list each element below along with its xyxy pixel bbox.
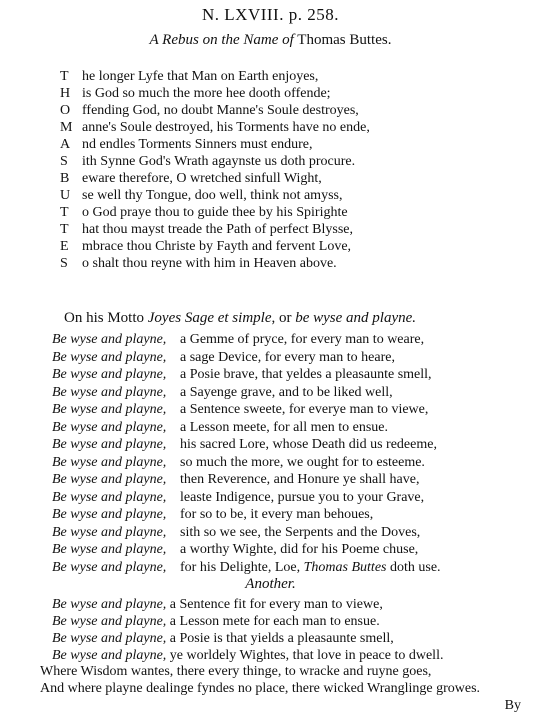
motto-prefix: Be wyse and playne, (52, 524, 167, 540)
motto-text: his sacred Lore, whose Death did us redeeme, (180, 437, 437, 452)
acrostic-text: hat thou mayst treade the Path of perfect Blysse, (82, 222, 353, 237)
acrostic-initial: S (60, 256, 68, 271)
another-line (52, 596, 383, 613)
motto-text: a Sayenge grave, and to be liked well, (180, 384, 393, 400)
acrostic-text: ffending God, no doubt Manne's Soule destroyes, (82, 103, 359, 118)
motto-line-last (52, 559, 441, 576)
motto-prefix: Be wyse and playne, (52, 437, 167, 452)
another-heading: Another. (245, 576, 296, 592)
acrostic-text: o God praye thou to guide thee by his Spirighte (82, 205, 348, 220)
motto-text: a Sentence sweete, for everye man to viewe, (180, 402, 429, 417)
motto-prefix: Be wyse and playne, (52, 489, 167, 505)
motto-line (52, 541, 418, 558)
another-line (52, 630, 394, 647)
motto-line (52, 419, 388, 436)
motto-line (52, 489, 424, 506)
acrostic-2-line (60, 238, 351, 255)
acrostic-initial: S (60, 154, 68, 169)
acrostic-2-line (60, 204, 348, 221)
acrostic-text: ith Synne God's Wrath agaynste us doth procure. (82, 154, 356, 169)
acrostic-text: he longer Lyfe that Man on Earth enjoyes, (82, 69, 319, 84)
motto-prefix: Be wyse and playne, (52, 349, 167, 365)
catchword: By (504, 698, 521, 713)
another-text: ye worldely Wightes, that love in peace to dwell. (169, 648, 444, 663)
motto-text: for his Delighte, Loe, (180, 559, 304, 575)
acrostic-initial: O (60, 103, 71, 118)
motto-prefix: Be wyse and playne, (52, 454, 167, 470)
motto-line (52, 366, 432, 383)
acrostic-initial: M (60, 120, 73, 135)
motto-line (52, 524, 420, 541)
motto-text: a Posie brave, that yeldes a pleasaunte smell, (180, 367, 432, 382)
motto-prefix: Be wyse and playne, (52, 332, 167, 347)
page-header: N. LXVIII. p. 258. (202, 5, 339, 24)
motto-title-part: On his Motto (64, 310, 148, 326)
acrostic-1-line (60, 153, 355, 170)
motto-text: so much the more, we ought for to esteeme. (180, 454, 425, 470)
acrostic-1-line (60, 102, 359, 119)
another-line (52, 647, 443, 664)
motto-text: leaste Indigence, pursue you to your Grave, (180, 489, 425, 505)
acrostic-initial: U (60, 188, 71, 203)
motto-text: a sage Device, for every man to heare, (180, 349, 395, 365)
motto-line (52, 436, 437, 453)
acrostic-2-line (60, 255, 337, 272)
motto-line (52, 331, 424, 348)
another-text: a Posie is that yields a pleasaunte smell, (169, 631, 394, 646)
motto-prefix: Be wyse and playne, (52, 367, 167, 382)
another-text: a Lesson mete for each man to ensue. (169, 614, 380, 629)
subtitle (0, 32, 541, 49)
motto-line (52, 506, 373, 523)
acrostic-initial: T (60, 69, 69, 84)
acrostic-initial: E (60, 239, 69, 254)
motto-prefix: Be wyse and playne, (52, 419, 167, 435)
acrostic-initial: T (60, 222, 69, 237)
acrostic-text: mbrace thou Christe by Fayth and fervent Love, (82, 239, 352, 254)
motto-prefix: Be wyse and playne, (52, 648, 167, 663)
another-line (52, 613, 380, 630)
acrostic-text: is God so much the more hee dooth offende; (82, 86, 331, 101)
acrostic-1-line (60, 119, 370, 136)
acrostic-1-line (60, 85, 331, 102)
motto-text: a worthy Wighte, did for his Poeme chuse, (180, 542, 419, 557)
motto-prefix: Be wyse and playne, (52, 402, 167, 417)
closing-line-1: Where Wisdom wantes, there every thinge, to wracke and ruyne goes, (40, 664, 432, 679)
motto-prefix: Be wyse and playne, (52, 597, 167, 612)
closing-line-2: And where playne dealinge fyndes no place, there wicked Wranglinge growes. (40, 681, 481, 696)
motto-text: a Gemme of pryce, for every man to weare, (180, 332, 425, 347)
acrostic-1-line (60, 136, 313, 153)
motto-line (52, 349, 395, 366)
subtitle-italic: A Rebus on the Name of (149, 32, 294, 48)
motto-title (64, 310, 416, 327)
acrostic-text: anne's Soule destroyed, his Torments have no ende, (82, 120, 370, 135)
motto-line (52, 401, 428, 418)
acrostic-2-line (60, 221, 353, 238)
acrostic-initial: B (60, 171, 70, 186)
motto-prefix: Be wyse and playne, (52, 614, 167, 629)
motto-text: then Reverence, and Honure ye shall have, (180, 472, 420, 487)
motto-line (52, 454, 425, 471)
acrostic-text: se well thy Tongue, doo well, think not amyss, (82, 188, 343, 203)
motto-line (52, 471, 419, 488)
motto-prefix: Be wyse and playne, (52, 631, 167, 646)
acrostic-1-line (60, 68, 318, 85)
motto-line (52, 384, 393, 401)
acrostic-initial: A (60, 137, 71, 152)
acrostic-initial: T (60, 205, 69, 220)
motto-prefix: Be wyse and playne, (52, 472, 167, 487)
motto-text: for so to be, it every man behoues, (180, 507, 374, 522)
motto-prefix: Be wyse and playne, (52, 559, 167, 575)
another-text: a Sentence fit for every man to viewe, (169, 597, 383, 612)
acrostic-text: o shalt thou reyne with him in Heaven above. (82, 256, 337, 271)
acrostic-2-line (60, 170, 322, 187)
motto-prefix: Be wyse and playne, (52, 507, 167, 522)
acrostic-text: nd endles Torments Sinners must endure, (82, 137, 313, 152)
motto-prefix: Be wyse and playne, (52, 542, 167, 557)
motto-prefix: Be wyse and playne, (52, 384, 167, 400)
motto-text: doth use. (386, 559, 441, 575)
motto-title-translation: be wyse and playne. (295, 310, 417, 326)
acrostic-text: eware therefore, O wretched sinfull Wight, (82, 171, 322, 186)
subtitle-name: Thomas Buttes. (293, 32, 392, 48)
motto-name: Thomas Buttes (303, 559, 387, 575)
acrostic-2-line (60, 187, 342, 204)
motto-title-motto: Joyes Sage et simple (147, 310, 272, 326)
motto-text: sith so we see, the Serpents and the Doves, (180, 524, 421, 540)
acrostic-initial: H (60, 86, 71, 101)
motto-title-part: , or (271, 310, 296, 326)
motto-text: a Lesson meete, for all men to ensue. (180, 419, 388, 435)
